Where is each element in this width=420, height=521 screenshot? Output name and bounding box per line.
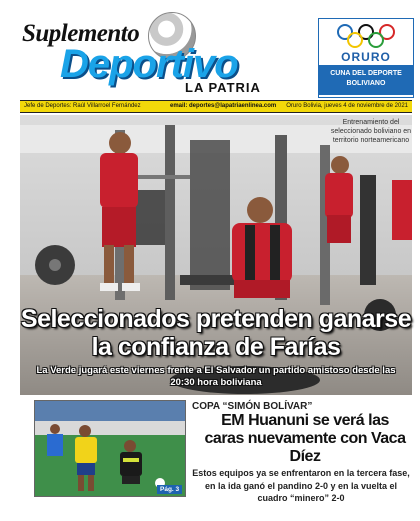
masthead-deportivo: Deportivo: [60, 42, 238, 86]
masthead-suplemento: Suplemento: [22, 20, 140, 47]
story-body: Estos equipos ya se enfrentaron en la tercera fase, en la ida ganó el pandino 2-0 y en la vuelta el cuadro “minero” 2-0: [192, 468, 410, 503]
page-reference: Pág. 3: [157, 485, 182, 494]
badge-city: ORURO: [341, 50, 391, 64]
story-title: EM Huanuni se verá las caras nuevamente con Vaca Díez: [204, 412, 406, 465]
masthead-newspaper-name: LA PATRIA: [185, 80, 261, 95]
badge-tagline: CUNA DEL DEPORTE BOLIVIANO: [319, 65, 413, 95]
masthead: [0, 0, 420, 96]
main-subhead: La Verde jugará este viernes frente a El Salvador un partido amistoso desde las 20:30 hora boliviana: [36, 365, 396, 388]
photo-caption: Entrenamiento del seleccionado boliviano en territorio norteamericano: [330, 119, 412, 144]
info-bar: [20, 100, 412, 113]
editor-credit: Jefe de Deportes: Raúl Villarroel Fernández: [24, 103, 141, 109]
oruro-badge: [318, 18, 414, 98]
secondary-photo: [34, 400, 186, 497]
story-kicker: COPA “SIMÓN BOLÍVAR”: [192, 401, 313, 412]
contact-email: email: deportes@lapatriaenlinea.com: [170, 103, 277, 109]
issue-date: Oruro Bolivia, jueves 4 de noviembre de 2021: [286, 103, 408, 109]
olympic-rings-icon: [333, 23, 399, 49]
main-headline: Seleccionados pretenden ganarse la confianza de Farías: [20, 305, 412, 361]
